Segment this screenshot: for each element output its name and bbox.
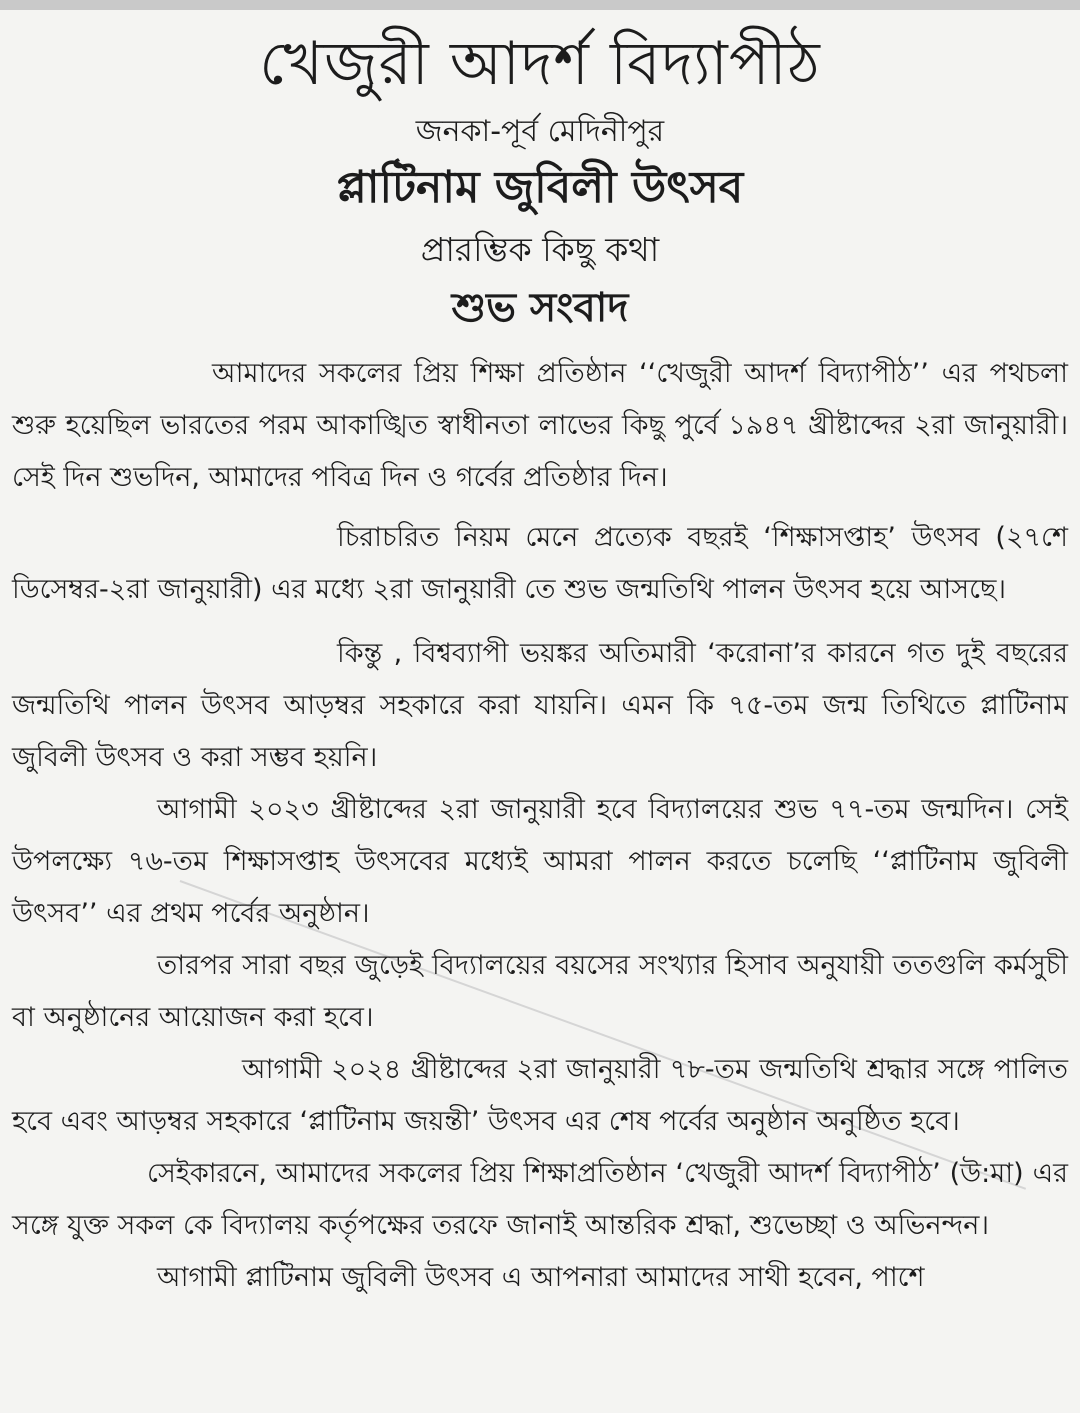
top-border bbox=[0, 0, 1080, 10]
paragraph-2: চিরাচরিত নিয়ম মেনে প্রত্যেক বছরই ‘শিক্ষাসপ্তাহ’ উৎসব (২৭শে ডিসেম্বর-২রা জানুয়ারী) এর মধ্যে ২রা জানুয়ারী তে শুভ জন্মতিথি পালন উৎসব হয়ে আসছে। bbox=[12, 522, 1068, 605]
paragraph-6: আগামী ২০২৪ খ্রীষ্টাব্দের ২রা জানুয়ারী ৭৮-তম জন্মতিথি শ্রদ্ধার সঙ্গে পালিত হবে এবং আড়ম্বর সহকারে ‘প্লাটিনাম জয়ন্তী’ উৎসব এর শেষ পর্বের অনুষ্ঠান অনুষ্ঠিত হবে। bbox=[12, 1054, 1068, 1137]
subtitle: প্রারম্ভিক কিছু কথা bbox=[420, 230, 660, 269]
paragraph-3: কিন্তু , বিশ্বব্যাপী ভয়ঙ্কর অতিমারী ‘করোনা’র কারনে গত দুই বছরের জন্মতিথি পালন উৎসব আড়ম্বর সহকারে করা যায়নি। এমন কি ৭৫-তম জন্ম তিথিতে প্লাটিনাম জুবিলী উৎসব ও করা সম্ভব হয়নি। bbox=[12, 638, 1068, 773]
paragraph-7: সেইকারনে, আমাদের সকলের প্রিয় শিক্ষাপ্রতিষ্ঠান ‘খেজুরী আদর্শ বিদ্যাপীঠ’ (উ:মা) এর সঙ্গে যুক্ত সকল কে বিদ্যালয় কর্তৃপক্ষের তরফে জানাই আন্তরিক শ্রদ্ধা, শুভেচ্ছা ও অভিনন্দন। bbox=[12, 1158, 1068, 1241]
school-address: জনকা-পূর্ব মেদিনীপুর bbox=[415, 114, 665, 149]
event-title: প্লাটিনাম জুবিলী উৎসব bbox=[336, 162, 744, 213]
paragraph-8: আগামী প্লাটিনাম জুবিলী উৎসব এ আপনারা আমাদের সাথী হবেন, পাশে bbox=[157, 1262, 925, 1293]
paragraph-4: আগামী ২০২৩ খ্রীষ্টাব্দের ২রা জানুয়ারী হবে বিদ্যালয়ের শুভ ৭৭-তম জন্মদিন। সেই উপলক্ষ্যে ৭৬-তম শিক্ষাসপ্তাহ উৎসবের মধ্যেই আমরা পালন করতে চলেছি ‘‘প্লাটিনাম জুবিলী উৎসব’’ এর প্রথম পর্বের অনুষ্ঠান। bbox=[12, 794, 1068, 929]
paragraph-1: আমাদের সকলের প্রিয় শিক্ষা প্রতিষ্ঠান ‘‘খেজুরী আদর্শ বিদ্যাপীঠ’’ এর পথচলা শুরু হয়েছিল ভারতের পরম আকাঙ্খিত স্বাধীনতা লাভের কিছু পুর্বে ১৯৪৭ খ্রীষ্টাব্দের ২রা জানুয়ারী। সেই দিন শুভদিন, আমাদের পবিত্র দিন ও গর্বের প্রতিষ্ঠার দিন। bbox=[12, 358, 1068, 493]
paragraph-5: তারপর সারা বছর জুড়েই বিদ্যালয়ের বয়সের সংখ্যার হিসাব অনুযায়ী ততগুলি কর্মসুচী বা অনুষ্ঠানের আয়োজন করা হবে। bbox=[12, 950, 1068, 1033]
news-heading: শুভ সংবাদ bbox=[451, 285, 629, 331]
school-name-title: খেজুরী আদর্শ বিদ্যাপীঠ bbox=[259, 29, 821, 99]
letter-body bbox=[12, 348, 1068, 1304]
